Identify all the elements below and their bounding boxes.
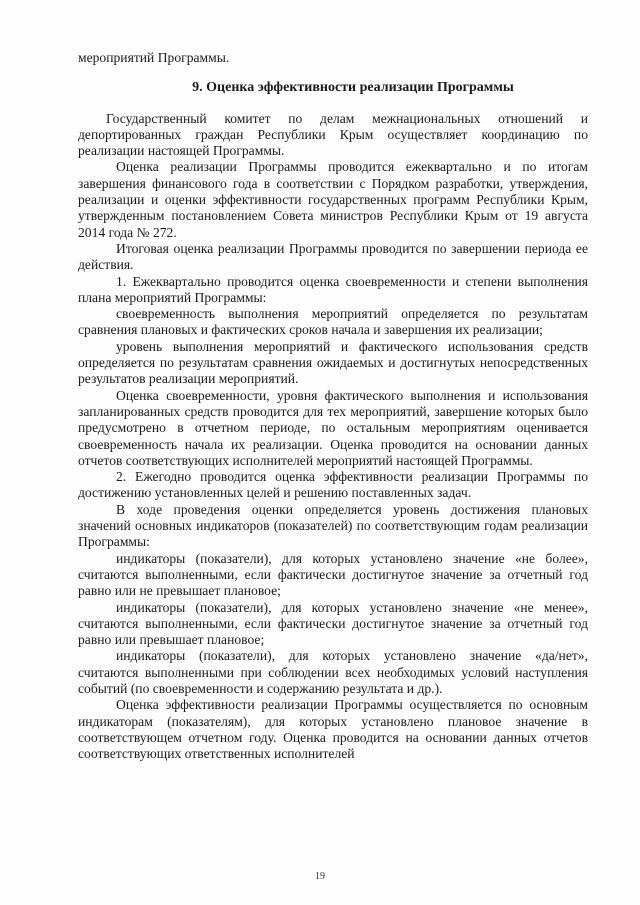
paragraph: 2. Ежегодно проводится оценка эффективности реализации Программы по достижению установленных целей и решению поставленных задач. [78,469,588,501]
paragraph: Оценка своевременности, уровня фактического выполнения и использования запланированных средств проводится для тех мероприятий, завершение которых было предусмотрено в отчетном периоде, по остальным мероприятиям оценивается своевременность начала их реализации. Оценка проводится на основании данных отчетов соответствующих исполнителей мероприятий настоящей Программы. [78,387,588,468]
list-item: индикаторы (показатели), для которых установлено значение «не более», считаются выполненными, если фактически достигнутое значение за отчетный год равно или не превышает плановое; [78,550,588,599]
paragraph: Оценка эффективности реализации Программы осуществляется по основным индикаторам (показателям), для которых установлено плановое значение в соответствующем отчетном году. Оценка проводится на основании данных отчетов соответствующих ответственных исполнителей [78,697,588,762]
paragraph: В ходе проведения оценки определяется уровень достижения плановых значений основных индикаторов (показателей) по соответствующим годам реализации Программы: [78,501,588,550]
paragraph: Оценка реализации Программы проводится ежеквартально и по итогам завершения финансового года в соответствии с Порядком разработки, утверждения, реализации и оценки эффективности государственных программ Республики Крым, утвержденным постановлением Совета министров Республики Крым от 19 августа 2014 года № 272. [78,159,588,240]
list-item: уровень выполнения мероприятий и фактического использования средств определяется по результатам сравнения ожидаемых и достигнутых непосредственных результатов реализации мероприятий. [78,338,588,387]
paragraph: Итоговая оценка реализации Программы проводится по завершении периода ее действия. [78,240,588,273]
paragraph: 1. Ежеквартально проводится оценка своевременности и степени выполнения плана мероприятий Программы: [78,273,588,305]
page-number: 19 [315,871,325,882]
list-item: индикаторы (показатели), для которых установлено значение «да/нет», считаются выполненными при соблюдении всех необходимых условий наступления событий (по своевременности и содержанию результата и др.). [78,648,588,696]
document-body [78,50,588,762]
continuation-line: мероприятий Программы. [78,50,230,65]
paragraph: Государственный комитет по делам межнациональных отношений и депортированных граждан Республики Крым осуществляет координацию по реализации настоящей Программы. [78,110,588,159]
section-heading: 9. Оценка эффективности реализации Программы [192,80,514,96]
list-item: своевременность выполнения мероприятий определяется по результатам сравнения плановых и фактических сроков начала и завершения их реализации; [78,306,588,338]
list-item: индикаторы (показатели), для которых установлено значение «не менее», считаются выполненными, если фактически достигнутое значение за отчетный год равно или превышает плановое; [78,599,588,648]
